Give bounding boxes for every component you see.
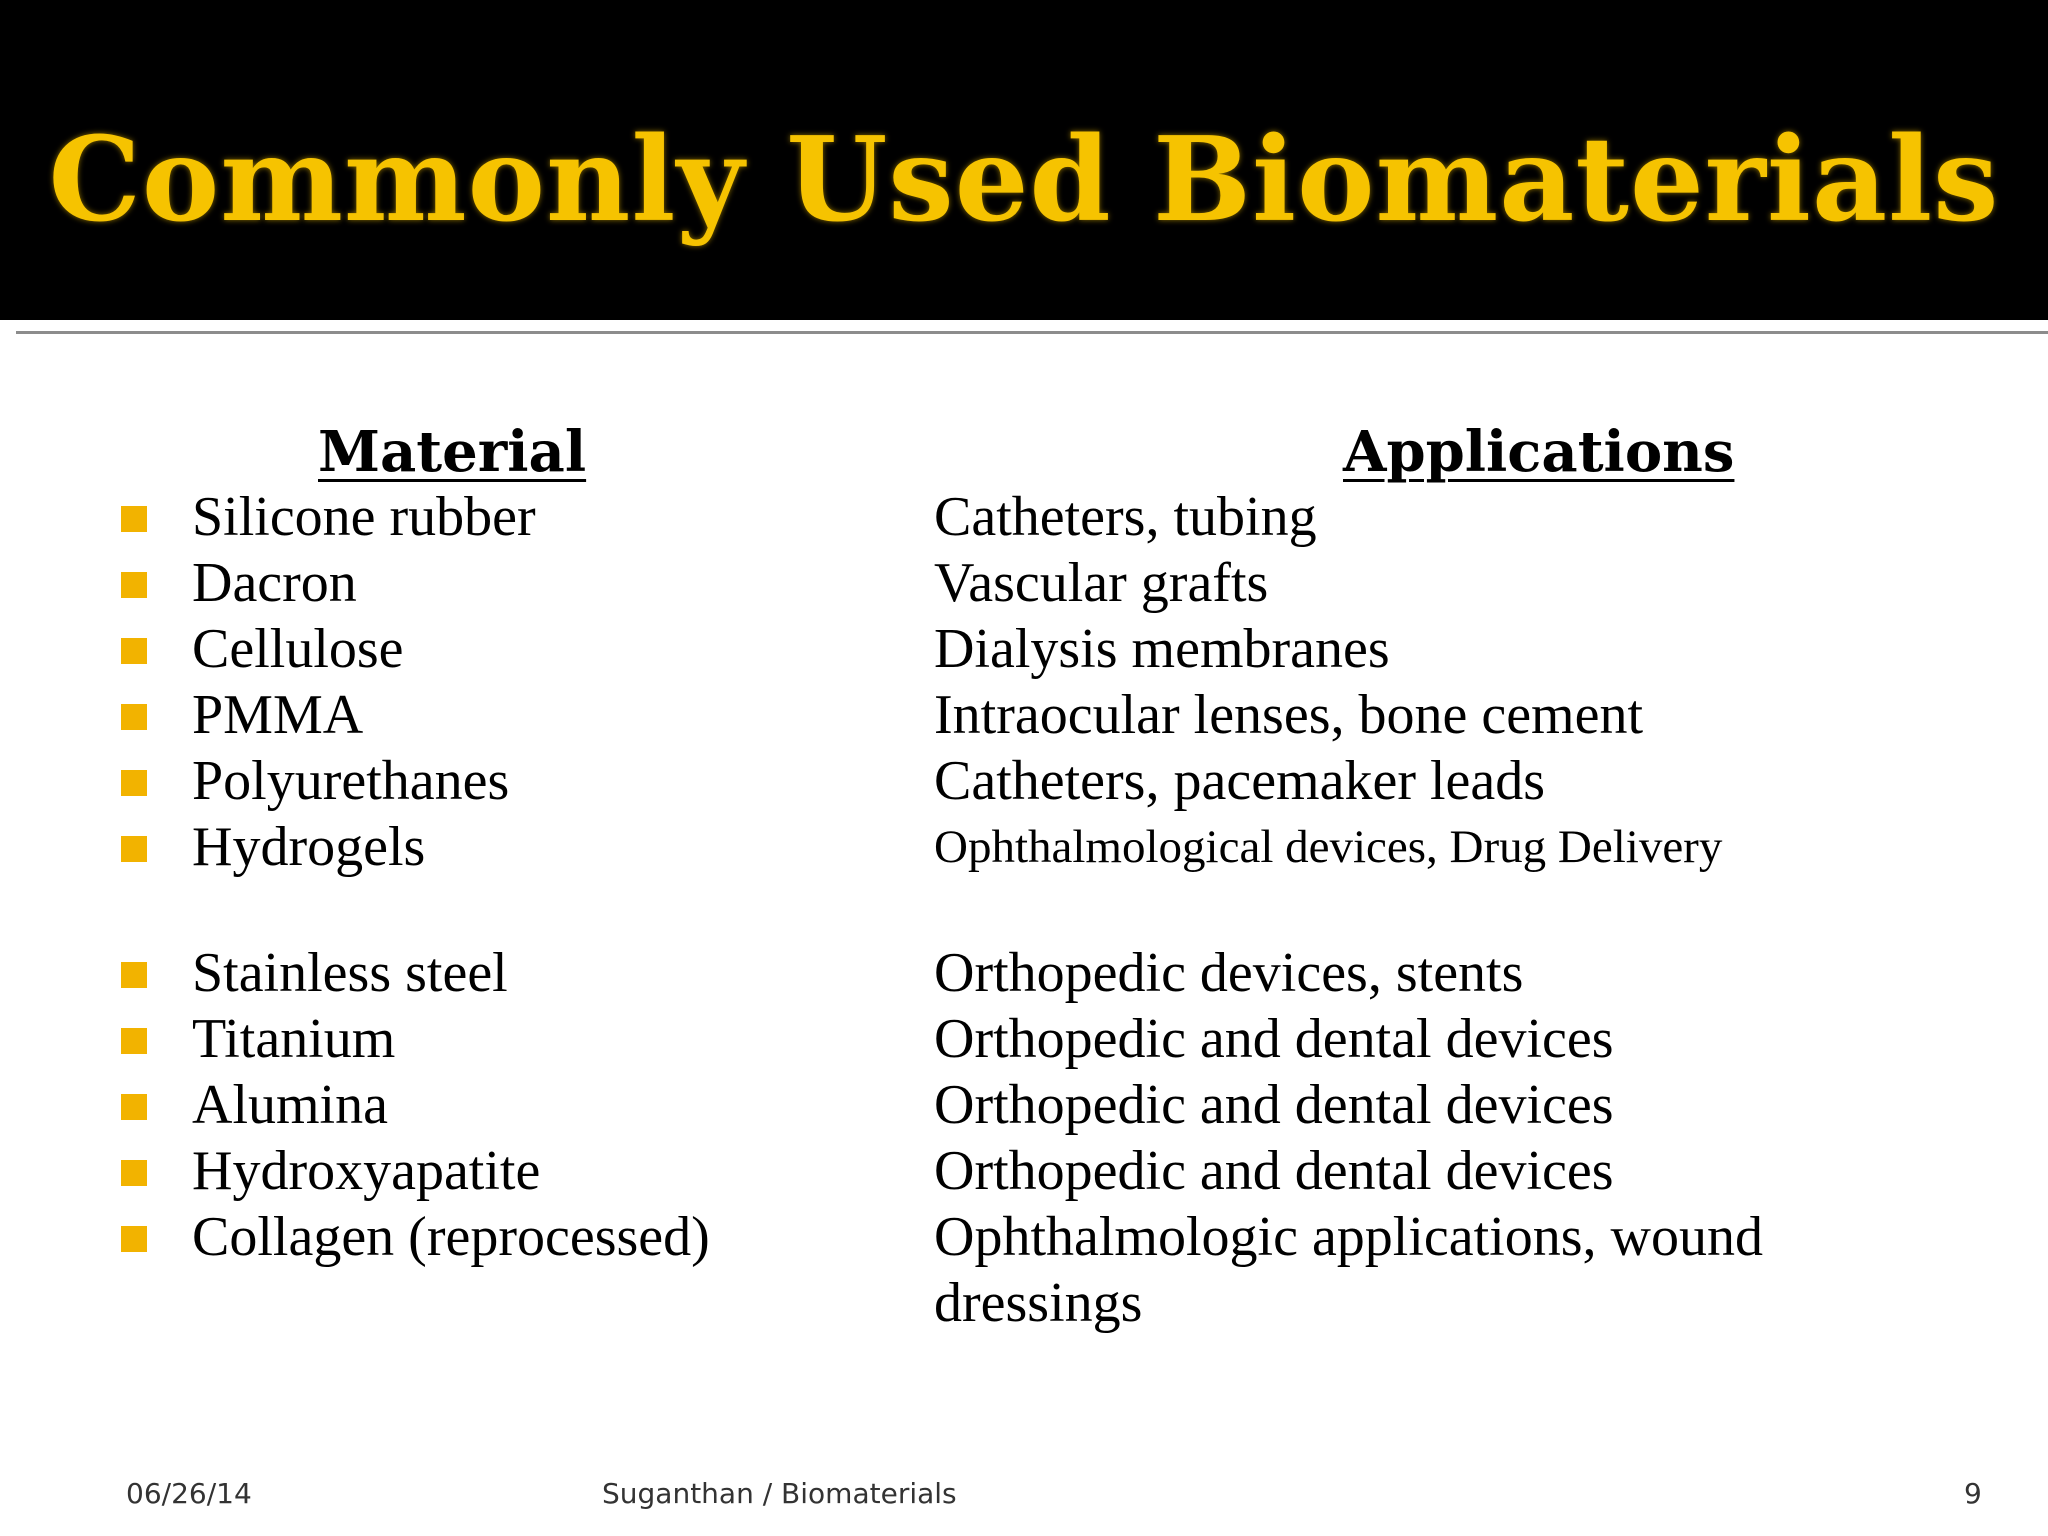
bullet-square-icon [121,1028,147,1054]
applications-column-header: Applications [1343,419,1735,485]
material-name: PMMA [192,684,364,746]
bullet-square-icon [121,1094,147,1120]
list-item [0,1204,2048,1334]
bullet-square-icon [121,1226,147,1252]
material-name: Silicone rubber [192,486,536,548]
list-item [0,1138,2048,1204]
slide-title: Commonly Used Biomaterials [48,112,2000,248]
material-application: Intraocular lenses, bone cement [934,684,1644,746]
material-application: Dialysis membranes [934,618,1390,680]
list-item [0,616,2048,682]
list-item [0,1072,2048,1138]
material-application: Ophthalmological devices, Drug Delivery [934,821,1723,873]
bullet-square-icon [121,1160,147,1186]
bullet-square-icon [121,572,147,598]
material-application: Orthopedic and dental devices [934,1140,1614,1202]
title-divider [16,331,2048,334]
material-name: Collagen (reprocessed) [192,1206,710,1268]
list-item [0,748,2048,814]
bullet-square-icon [121,506,147,532]
material-name: Polyurethanes [192,750,510,812]
material-name: Titanium [192,1008,396,1070]
bullet-square-icon [121,962,147,988]
page-number: 9 [1964,1477,1982,1510]
footer-date: 06/26/14 [126,1477,252,1510]
material-name: Cellulose [192,618,404,680]
material-application: Orthopedic and dental devices [934,1074,1614,1136]
list-item [0,484,2048,550]
title-bar [0,0,2048,320]
material-application: Catheters, pacemaker leads [934,750,1546,812]
list-item [0,1006,2048,1072]
list-item [0,814,2048,880]
material-name: Stainless steel [192,942,508,1004]
material-application: Orthopedic devices, stents [934,942,1524,1004]
bullet-square-icon [121,836,147,862]
material-application: Catheters, tubing [934,486,1317,548]
list-item [0,550,2048,616]
material-name: Hydroxyapatite [192,1140,541,1202]
material-column-header: Material [318,419,587,485]
bullet-square-icon [121,770,147,796]
material-application: Ophthalmologic applications, wound dressings [934,1206,1763,1334]
material-application: Orthopedic and dental devices [934,1008,1614,1070]
material-application: Vascular grafts [934,552,1269,614]
list-item [0,940,2048,1006]
material-name: Hydrogels [192,816,426,878]
material-name: Dacron [192,552,357,614]
material-name: Alumina [192,1074,388,1136]
footer-author: Suganthan / Biomaterials [602,1477,957,1510]
bullet-square-icon [121,704,147,730]
list-item [0,682,2048,748]
bullet-square-icon [121,638,147,664]
